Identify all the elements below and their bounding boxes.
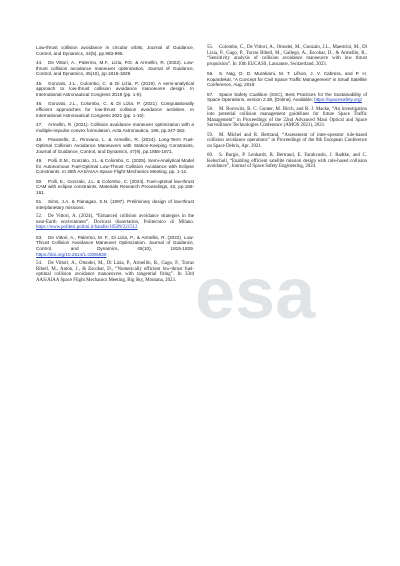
reference-text: Sims, J.A. & Flanagan, S.N. (1997). Preliminary design of low-thrust interplanetary missions.: [36, 199, 194, 210]
reference-text: S. Burgis, P. Lenhardt, R. Bertrand, E. Farahvashi, J. Radtke, and C. Kebschull, “Enabling efficient satellite mission design with rule-based collision avoidance”, Journal of Space Safety Engineering, 2024.: [207, 153, 367, 170]
reference-entry: [36, 214, 194, 231]
reference-entry: [207, 153, 367, 170]
reference-number: 60.: [207, 153, 214, 159]
reference-text: De Vittori, A., Omodei, M., Di Lizia, P., Armellin, R., Gago, P., Torras Ribell, M., Antón, J., & Escobar, D., “Numerically efficient low-thrust fuel-optimal collision avoidance manoeuvres with tangential firing”. In 33rd AAS/AIAA Space Flight Mechanics Meeting, Big Sky, Montana, 2023.: [36, 261, 194, 283]
reference-text: Colombo, C., De Vittori, A., Omodei, M., Gonzalo, J.L., Maestrini, M., Di Lizia, P., Gago, P., Torras Ribell, M., Gallego, A., Escobar, D., & Armellin, R., “Sensitivity analysis of collision avoidance manoeuvre with low thrust propulsion”. In 10th EUCASS, Lausanne, Switzerland, 2023.: [207, 45, 367, 67]
reference-link[interactable]: https://www.politesi.polimi.it/handle/10589/221512: [36, 225, 138, 231]
reference-entry: [207, 92, 367, 103]
reference-number: 51.: [36, 199, 43, 205]
reference-text: M. Borowitz, B. C. Gunter, M. Birch, and R. J. Macke, “An investigation into potential collision management guidelines for future Space Traffic Management” in Proceedings of the 22nd Advanced Maui Optical and Space Surveillance Technologies Conference (AMOS 2021), 2021.: [207, 106, 367, 129]
reference-text: De Vittori, A., Palermo, M.F., Lizia, P.D. & Armellin, R. (2022). Low-thrust collision avoidance maneuver optimization, Journal of Guidance, Control, and Dynamics, 45(10), pp.1815-1829.: [36, 60, 194, 77]
reference-number: 58.: [207, 106, 214, 112]
reference-text: De Vittori, A., Palermo, M. F., Di Lizia, P., & Armellin, R. (2022). Low-Thrust Collision Avoidance Maneuver Optimization. Journal of Guidance, Control, and Dynamics, 45(10), 1815-1829.: [36, 234, 194, 251]
reference-text: Pavanello, Z., Pirovano, L. & Armellin, R. (2024). Long-Term Fuel-Optimal Collision Avoidance Maneuvers with Station-Keeping Constraints, Journal of Guidance, Control, and Dynamics, 47(9), pp.1855-1871.: [36, 137, 194, 154]
reference-entry: [36, 60, 194, 77]
reference-entry: [36, 158, 194, 175]
reference-text: Armellin, R. (2021). Collision avoidance maneuver optimization with a multiple-impulse convex formulation, Acta Astronautica, 186, pp.347-362.: [36, 122, 194, 133]
reference-number: 53.: [36, 234, 43, 240]
reference-entry: [36, 137, 194, 154]
esa-watermark-text: esa: [195, 258, 316, 328]
reference-entry: [36, 261, 194, 283]
reference-entry: [36, 179, 194, 196]
reference-link[interactable]: https://spacesafety.org/: [314, 97, 362, 103]
reference-number: 54.: [36, 261, 43, 266]
reference-number: 47.: [36, 122, 43, 128]
reference-link[interactable]: https://doi.org/10.2514/1.G006630: [36, 251, 107, 257]
reference-entry: [36, 235, 194, 258]
reference-number: 52.: [36, 214, 43, 220]
reference-text: Polli, E.M., Gonzalo, J.L. & Colombo, C. (2025). Semi-Analytical Model for Autonomous Fuel-Optimal Low-Thrust Collision Avoidance with Eclipse Constraints. In 35th AAS/AIAA Space Flight Mechanics Meeting, pp. 1-12.: [36, 157, 194, 175]
reference-text: Gonzalo, J.L., Colombo, C. & Di Lizia, P. (2019). A semi-analytical approach to low-thrust collision avoidance manoeuvre design. In International Astronautical Congress 2019 (pp. 1-9).: [36, 80, 194, 98]
reference-entry: [207, 133, 367, 150]
reference-text: De Vittori, A. (2024), “Enhanced collision avoidance strategies in the near-Earth environment”. Doctoral dissertation, Politecnico di Milano.: [36, 214, 194, 225]
reference-entry: [36, 81, 194, 98]
references-right-column: [207, 45, 367, 173]
esa-watermark-logo: [195, 258, 345, 328]
reference-number: 57.: [207, 91, 214, 97]
reference-number: 55.: [207, 45, 214, 50]
reference-number: 59.: [207, 132, 214, 138]
reference-text: Gonzalo, J.L., Colombo, C. & Di Lizia, P. (2021). Computationally efficient approaches for low-thrust collision avoidance activities. In International Astronautical Congress 2021 (pp. 1-10).: [36, 101, 194, 118]
reference-entry: [36, 45, 194, 56]
reference-text: M. Michel and R. Bertrand, “Assessment of inter-operator rule-based collision avoidance operations” in Proceedings of the 8th European Conference on Space Debris, Apr. 2021.: [207, 132, 367, 149]
reference-number: 50.: [36, 178, 43, 184]
reference-number: 56.: [207, 70, 214, 76]
reference-entry: [36, 122, 194, 133]
reference-text: S. Nag, D. D. Murakami, M. T. Lifson, J. V. Cabrera, and P. H. Kopardekar, “A Concept for Civil Space Traffic Management” in Small Satellite Conference, Aug. 2018: [207, 70, 367, 88]
reference-number: 48.: [36, 137, 43, 143]
reference-number: 49.: [36, 157, 43, 163]
reference-number: 45.: [36, 80, 43, 86]
reference-text: Polli, E., Gonzalo, J.L. & Colombo, C. (2024). Fuel-optimal low-thrust CAM with eclipse constraints. Materials Research Proceedings, 42, pp.158-161.: [36, 178, 194, 195]
reference-text: Low-thrust collision avoidance in circular orbits, Journal of Guidance, Control, and Dynamics, 44(5), pp.983-995.: [36, 45, 194, 56]
references-left-column: [36, 45, 194, 287]
reference-entry: [207, 71, 367, 88]
reference-entry: [207, 45, 367, 67]
reference-text: Space Safety Coalition (SSC), Best Practices for the Sustainability of Space Operations, version 2.38, [Online]. Available:: [207, 91, 367, 103]
reference-entry: [36, 199, 194, 210]
reference-number: 46.: [36, 101, 43, 107]
reference-entry: [36, 101, 194, 118]
reference-number: 44.: [36, 60, 43, 65]
reference-entry: [207, 107, 367, 129]
